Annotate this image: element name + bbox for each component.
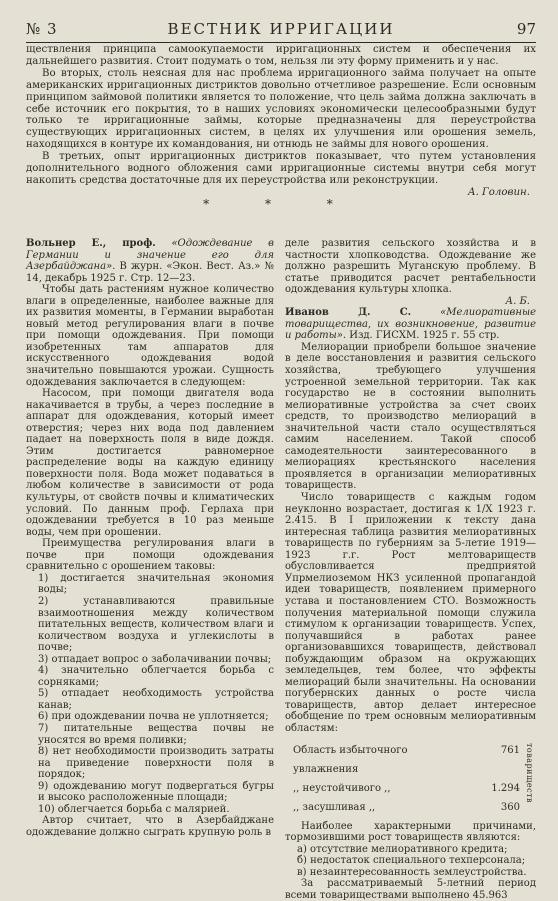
- page-number: 97: [516, 20, 536, 38]
- region-label: ,, засушливая ,,: [293, 801, 376, 813]
- list-item: 9) одождеванию могут подвергаться бугры и высоко расположенные площади;: [38, 780, 274, 804]
- review-reference: [26, 238, 274, 284]
- author-signature: А. Головин.: [467, 186, 530, 198]
- region-count: 1.294: [491, 782, 520, 794]
- list-item: 1) достигается значительная экономия воды;: [38, 572, 274, 596]
- paragraph: Наиболее характерными причинами, тормозившими рост товариществ являются:: [285, 820, 536, 844]
- list-item: 3) отпадает вопрос о заболачивании почвы;: [38, 653, 272, 665]
- review-signature: А. Б.: [505, 295, 530, 307]
- review-reference: [285, 307, 536, 342]
- section-separator: * * *: [203, 196, 359, 211]
- paragraph: В третьих, опыт ирригационных дистриктов показывает, что путем установления дополнительного водного обложения сами ирригационные системы внутри себя могут накопить средства достаточные для их переустройства или реконструкции.: [26, 151, 536, 186]
- list-item: 6) при одождевании почва не уплотняется;: [38, 711, 269, 723]
- list-item: б) недостаток специального техперсонала;: [297, 855, 526, 867]
- paragraph: Во вторых, столь неясная для нас проблема ирригационного займа получает на опыте американских ирригационных дистриктов довольно отчетливое разрешение. Если основным принципом займовой политики является то положение, что цель займа должна заключать в себе источник его покрытия, то в наших условиях экономически целесообразными будут только те ирригационные займы, которые предназначены для переустройства существующих ирригационных систем, в целях их улучшения или орошения земель, находящихся в контуре их командования, ни отнюдь не займы для нового орошения.: [26, 67, 536, 151]
- reference-details: Изд. ГИСХМ. 1925 г. 55 стр.: [349, 330, 500, 342]
- region-label: ,, неустойчивого ,,: [293, 782, 391, 794]
- table-row: [285, 779, 536, 798]
- list-item: 7) питательные вещества почвы не уносятся во время поливки;: [38, 722, 274, 746]
- paragraph: За рассматриваемый 5-летний период всеми товариществами выполнено 45.963: [285, 878, 536, 901]
- issue-number: № 3: [26, 20, 58, 38]
- list-item: 4) значительно облегчается борьба с сорняками;: [38, 665, 274, 688]
- table-unit-note: товариществ: [525, 742, 534, 803]
- list-item: 10) облегчается борьба с малярией.: [38, 803, 230, 815]
- left-column: [26, 238, 274, 838]
- reference-title: «Одождевание в Германии и значение его для Азербайджана».: [26, 238, 274, 273]
- paragraph: ществления принципа самоокупаемости ирригационных систем и обеспечения их дальнейшего развития. Стоит подумать о том, нельзя ли эту форму применить и у нас.: [26, 44, 536, 67]
- paragraph: деле развития сельского хозяйства и в частности хлопководства. Одождевание же должно разрешить Муганскую проблему. В статье приводится расчет рентабельности одождевания культуры хлопка.: [285, 238, 536, 296]
- list-item: а) отсутствие мелиоративного кредита;: [297, 843, 508, 855]
- region-count: 360: [500, 801, 520, 813]
- advantages-list: [26, 573, 274, 815]
- reference-details: В журн. «Экон. Вест. Аз.» № 14, декабрь 1925 г. Стр. 12—23.: [26, 261, 274, 284]
- table-row: [285, 798, 536, 817]
- reference-author: Иванов Д. С.: [285, 307, 412, 319]
- running-header: [26, 18, 536, 43]
- article-conclusion: [26, 44, 536, 209]
- causes-list: [285, 844, 536, 879]
- table-row: [285, 741, 536, 779]
- paragraph: Чтобы дать растениям нужное количество влаги в определенные, наиболее важные для их развития моменты, в Германии выработан новый метод регулирования влаги в почве при помощи одождевания. При помощи изобретенных там аппаратов для искусственного одождевания водой значительно повышаются урожаи. Сущность одождевания заключается в следующем:: [26, 284, 274, 388]
- statistics-table: [285, 741, 536, 817]
- paragraph: Мелиорации приобрели большое значение в деле восстановления и развития сельского хозяйства, требующего улучшения устроенной земельной территории. Так как государство не в состоянии выполнить мелиоративные устройства за счет своих средств, то производство мелиораций в значительной части стало осуществляться самим населением. Такой способ самодеятельности заинтересованного в мелиорациях крестьянского населения проявляется в организации мелиоративных товариществ.: [285, 341, 536, 492]
- reference-title: «Мелиоративные товарищества, их возникновение, развитие и работы».: [285, 307, 536, 342]
- paragraph: Преимущества регулирования влаги в почве при помощи одождевания сравнительно с орошением таковы:: [26, 538, 274, 573]
- list-item: 8) нет необходимости производить затраты на приведение поверхности поля в порядок;: [38, 746, 274, 781]
- right-column: [285, 238, 536, 901]
- paragraph: Число товариществ с каждым годом неуклонно возрастает, достигая к 1/X 1923 г. 2.415. В I приложении к тексту дана интересная таблица развития мелиоративных товариществ по губерниям за 5-летие 1919—1923 г.г. Рост мелтовариществ обусловливается предприятой Упрмелиоземом НКЗ усиленной пропагандой идеи товариществ, появлением примерного устава и постановлением СТО. Возможность получения материальной помощи служила стимулом к организации товариществ. Успех, получавшийся в работах ранее организовавшихся товариществ, действовал побуждающим образом на окружающих земледельцев, тем более, что эффекты мелиораций были значительны. На основании погубернских данных о росте числа товариществ, автор делает интересное обобщение по трем основным мелиоративным областям:: [285, 492, 536, 734]
- region-count: 761: [500, 744, 520, 756]
- list-item: 5) отпадает необходимость устройства канав;: [38, 688, 274, 711]
- region-label: Область избыточного увлажнения: [293, 744, 408, 775]
- journal-title: ВЕСТНИК ИРРИГАЦИИ: [167, 20, 395, 38]
- reference-author: Вольнер Е., проф.: [26, 238, 156, 249]
- paragraph: Насосом, при помощи двигателя вода накачивается в трубы, а через последние в аппарат для одождевания, который имеет отверстия; через них вода под давлением падает на поверхность поля в виде дождя. Этим достигается равномерное распределение воды на каждую единицу поверхности поля. Вода может подаваться в любом количестве в зависимости от рода культуры, от свойств почвы и климатических условий. По данным проф. Герлаха при одождевании требуется в 10 раз меньше воды, чем при орошении.: [26, 388, 274, 538]
- list-item: в) незаинтересованность землеустройства.: [297, 866, 527, 878]
- list-item: 2) устанавливаются правильные взаимоотношения между количеством питательных веществ, количеством влаги и количеством воздуха и углекислоты в почве;: [38, 595, 274, 654]
- paragraph: Автор считает, что в Азербайджане одождевание должно сыграть крупную роль в: [26, 815, 274, 838]
